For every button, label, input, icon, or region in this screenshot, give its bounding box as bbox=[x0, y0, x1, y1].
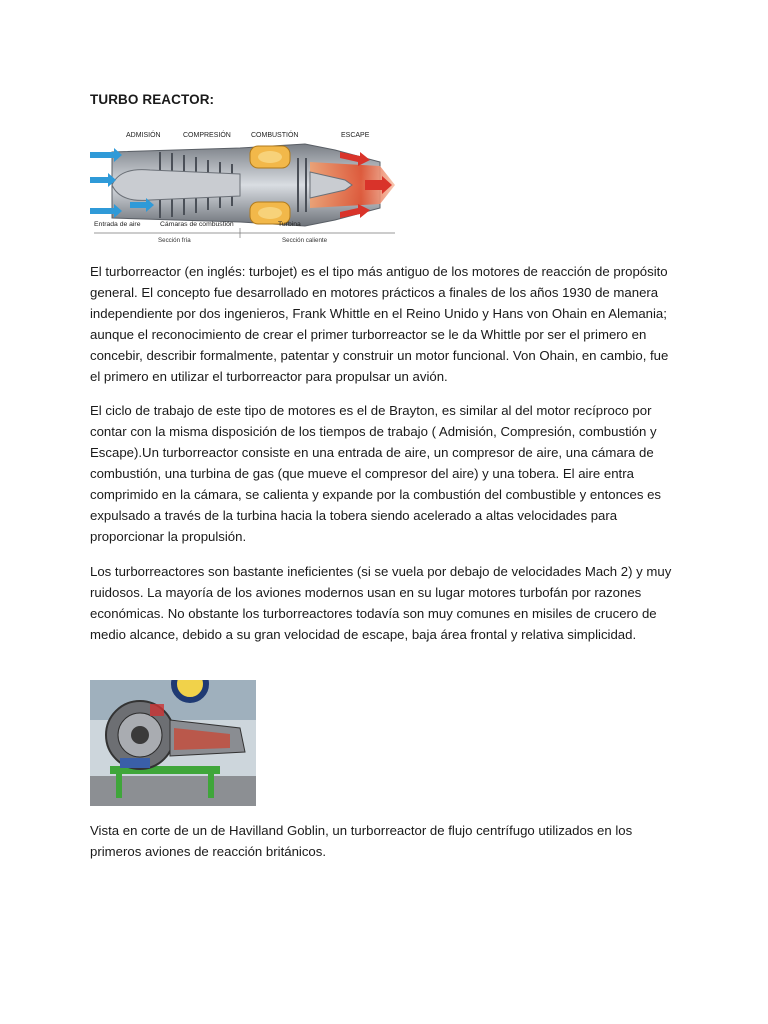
label-compresion: COMPRESIÓN bbox=[183, 132, 231, 139]
document-heading: TURBO REACTOR: bbox=[90, 92, 215, 107]
label-escape: ESCAPE bbox=[341, 132, 370, 139]
paragraph-2: El ciclo de trabajo de este tipo de motores es el de Brayton, es similar al del motor recíproco por contar con la misma disposición de los tiempos de trabajo ( Admisión, Compresión, combustión y Escape).Un turborreactor consiste en una entrada de aire, un compresor de aire, una cámara de combustión, una turbina de gas (que mueve el compresor del aire) y una tobera. El aire entra comprimido en la cámara, se calienta y expande por la combustión del combustible y entonces es expulsado a través de la turbina hacia la tobera siendo acelerado a altas velocidades para proporcionar la propulsión. bbox=[90, 403, 662, 544]
paragraph-1: El turborreactor (en inglés: turbojet) es el tipo más antiguo de los motores de reacción de propósito general. El concepto fue desarrollado en motores prácticos a finales de los años 1930 de manera independiente por dos ingenieros, Frank Whittle en el Reino Unido y Hans von Ohain en Alemania; aunque el reconocimiento de crear el primer turborreactor se le da Whittle por ser el primero en concebir, describir formalmente, patentar y construir un motor funcional. Von Ohain, en cambio, fue el primero en utilizar el turborreactor para propulsar un avión. bbox=[90, 264, 669, 384]
engine-cutaway-photo bbox=[90, 680, 256, 806]
label-admision: ADMISIÓN bbox=[126, 132, 161, 139]
label-seccion-caliente: Sección caliente bbox=[282, 237, 328, 244]
label-entrada: Entrada de aire bbox=[94, 221, 141, 228]
turbojet-diagram bbox=[90, 122, 400, 248]
paragraph-3: Los turborreactores son bastante ineficientes (si se vuela por debajo de velocidades Mach 2) y muy ruidosos. La mayoría de los aviones modernos usan en su lugar motores turbofán por razones económicas. No obstante los turborreactores todavía son muy comunes en misiles de crucero de medio alcance, debido a su gran velocidad de escape, baja área frontal y relativa simplicidad. bbox=[90, 564, 672, 642]
label-camaras: Cámaras de combustión bbox=[160, 221, 234, 228]
label-seccion-fria: Sección fría bbox=[158, 237, 191, 244]
label-combustion: COMBUSTIÓN bbox=[251, 132, 299, 139]
label-turbina: Turbina bbox=[278, 221, 301, 228]
figure-caption: Vista en corte de un de Havilland Goblin, un turborreactor de flujo centrífugo utilizados en los primeros aviones de reacción británicos. bbox=[90, 823, 633, 859]
